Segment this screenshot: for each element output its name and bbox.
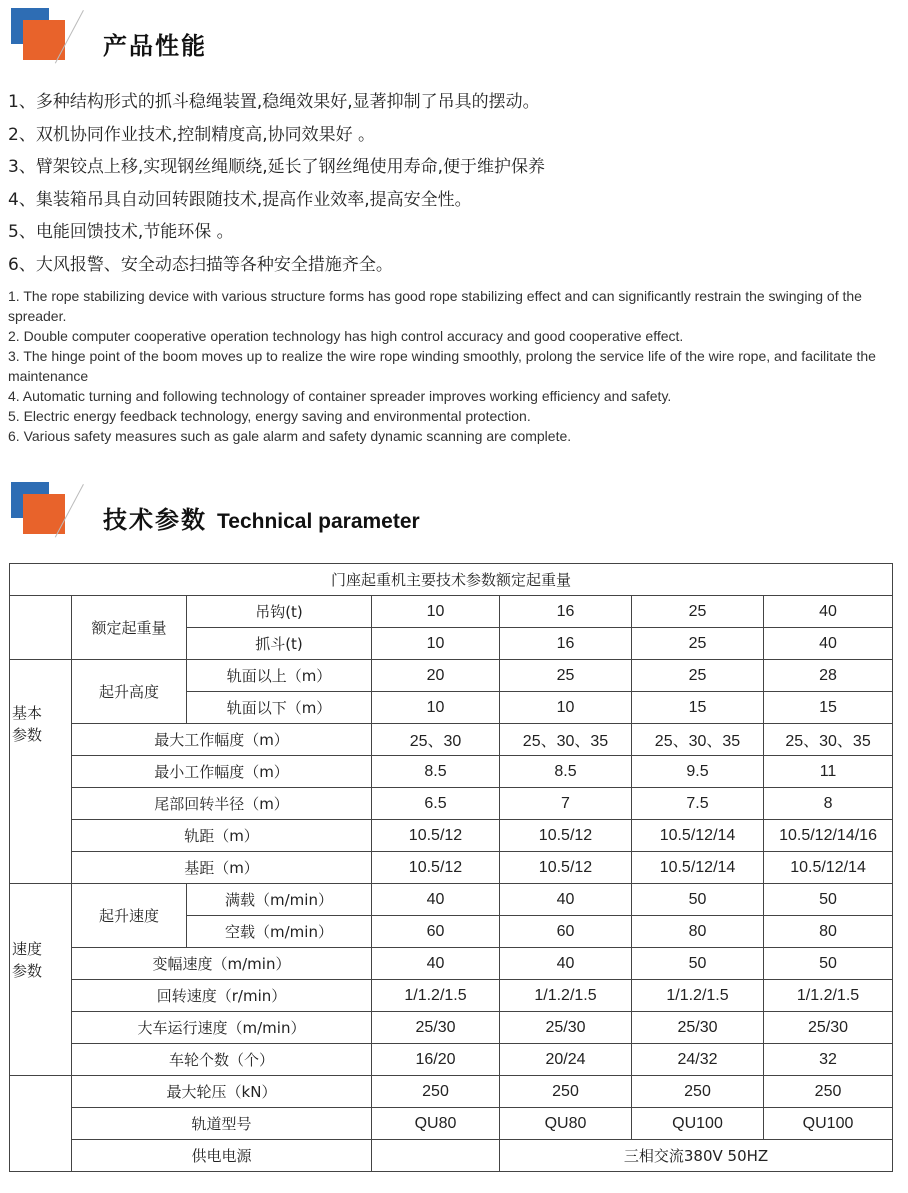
table-cell: 供电电源 — [72, 1140, 372, 1172]
table-cell: 250 — [764, 1076, 893, 1108]
feature-cn-item: 5、电能回馈技术,节能环保 。 — [8, 222, 234, 242]
table-cell: 吊钩(t) — [187, 596, 372, 628]
table-cell: 80 — [632, 916, 764, 948]
table-cell: 60 — [500, 916, 632, 948]
table-cell: 10.5/12 — [372, 852, 500, 884]
section-title-cn: 技术参数 — [103, 506, 207, 534]
table-cell: 50 — [632, 884, 764, 916]
table-cell: 变幅速度（m/min） — [72, 948, 372, 980]
table-cell: 空载（m/min） — [187, 916, 372, 948]
table-cell: 40 — [764, 596, 893, 628]
feature-en-item: 4. Automatic turning and following technology of container spreader improves working efficiency and safety. — [8, 388, 672, 404]
table-cell: 8 — [764, 788, 893, 820]
table-cell: 1/1.2/1.5 — [372, 980, 500, 1012]
table-cell: 25、30、35 — [500, 724, 632, 756]
table-cell: 7 — [500, 788, 632, 820]
table-cell: 20 — [372, 660, 500, 692]
table-cell: 24/32 — [632, 1044, 764, 1076]
table-cell: 25 — [500, 660, 632, 692]
table-cell: 40 — [500, 948, 632, 980]
table-row — [10, 884, 893, 916]
table-cell: 10 — [500, 692, 632, 724]
section-title-en: Technical parameter — [217, 510, 420, 533]
table-cell: 25 — [632, 628, 764, 660]
table-cell: 250 — [372, 1076, 500, 1108]
table-cell — [10, 1076, 72, 1172]
table-cell: 11 — [764, 756, 893, 788]
table-cell: 车轮个数（个） — [72, 1044, 372, 1076]
table-cell: 16 — [500, 596, 632, 628]
table-row — [10, 596, 893, 628]
table-cell: 25/30 — [372, 1012, 500, 1044]
section-header-technical — [8, 482, 888, 542]
feature-cn-item: 3、臂架铰点上移,实现钢丝绳顺绕,延长了钢丝绳使用寿命,便于维护保养 — [8, 157, 546, 177]
table-cell: 1/1.2/1.5 — [500, 980, 632, 1012]
table-row — [10, 724, 893, 756]
table-cell: 10 — [372, 596, 500, 628]
table-cell: 28 — [764, 660, 893, 692]
table-row — [10, 756, 893, 788]
table-cell: 25、30、35 — [764, 724, 893, 756]
feature-en-item: 5. Electric energy feedback technology, energy saving and environmental protection. — [8, 408, 531, 424]
feature-cn-item: 2、双机协同作业技术,控制精度高,协同效果好 。 — [8, 124, 376, 145]
table-cell: 250 — [500, 1076, 632, 1108]
table-cell: 抓斗(t) — [187, 628, 372, 660]
table-row — [10, 1108, 893, 1140]
features-en-list — [8, 286, 900, 446]
table-row — [10, 788, 893, 820]
table-cell: 大车运行速度（m/min） — [72, 1012, 372, 1044]
table-cell: QU100 — [632, 1108, 764, 1140]
table-cell: 40 — [372, 948, 500, 980]
table-row — [10, 1012, 893, 1044]
group-text: 参数 — [12, 961, 43, 980]
table-cell: QU100 — [764, 1108, 893, 1140]
table-cell: 40 — [372, 884, 500, 916]
table-cell: 250 — [632, 1076, 764, 1108]
feature-cn-item: 4、集装箱吊具自动回转跟随技术,提高作业效率,提高安全性。 — [8, 189, 472, 210]
feature-cn-item: 1、多种结构形式的抓斗稳绳装置,稳绳效果好,显著抑制了吊具的摆动。 — [8, 92, 540, 112]
table-cell: 25/30 — [764, 1012, 893, 1044]
table-cell: 10.5/12 — [372, 820, 500, 852]
spec-table — [9, 563, 893, 1172]
table-cell: 起升速度 — [72, 884, 187, 948]
section-title: 产品性能 — [103, 32, 207, 60]
table-cell — [372, 1140, 500, 1172]
table-cell: 三相交流380V 50HZ — [500, 1140, 893, 1172]
table-cell: 10.5/12 — [500, 820, 632, 852]
group-label-speed — [10, 884, 72, 1076]
table-cell: 8.5 — [372, 756, 500, 788]
table-cell: 50 — [764, 884, 893, 916]
table-cell: 10.5/12/14/16 — [764, 820, 893, 852]
table-cell: QU80 — [500, 1108, 632, 1140]
table-row — [10, 852, 893, 884]
feature-en-item: 1. The rope stabilizing device with various structure forms has good rope stabilizing effect and can significantly restrain the swinging of the spreader. — [8, 288, 862, 324]
table-cell: 32 — [764, 1044, 893, 1076]
table-cell: 50 — [764, 948, 893, 980]
table-cell: 轨道型号 — [72, 1108, 372, 1140]
table-cell: 7.5 — [632, 788, 764, 820]
table-cell: 15 — [764, 692, 893, 724]
table-cell: 25 — [632, 660, 764, 692]
feature-en-item: 2. Double computer cooperative operation technology has high control accuracy and good cooperative effect. — [8, 328, 684, 344]
table-cell: 10.5/12 — [500, 852, 632, 884]
section-title — [103, 500, 420, 535]
table-cell: 25 — [632, 596, 764, 628]
table-cell: 最小工作幅度（m） — [72, 756, 372, 788]
table-cell: 最大工作幅度（m） — [72, 724, 372, 756]
table-cell: 起升高度 — [72, 660, 187, 724]
feature-en-item: 6. Various safety measures such as gale alarm and safety dynamic scanning are complete. — [8, 428, 572, 444]
group-text: 基本 — [12, 703, 43, 722]
table-row — [10, 564, 893, 596]
table-cell: 额定起重量 — [72, 596, 187, 660]
table-cell: 50 — [632, 948, 764, 980]
table-cell: 25、30、35 — [632, 724, 764, 756]
section-header-performance — [8, 8, 888, 68]
table-cell: 9.5 — [632, 756, 764, 788]
table-cell: 16 — [500, 628, 632, 660]
table-cell: 25/30 — [500, 1012, 632, 1044]
feature-en-item: 3. The hinge point of the boom moves up to realize the wire rope winding smoothly, prolong the service life of the wire rope, and facilitate the maintenance — [8, 348, 876, 384]
table-cell: 10.5/12/14 — [632, 820, 764, 852]
table-cell: 15 — [632, 692, 764, 724]
table-cell: 25/30 — [632, 1012, 764, 1044]
table-cell: 10.5/12/14 — [764, 852, 893, 884]
table-cell: 最大轮压（kN） — [72, 1076, 372, 1108]
table-cell: 25、30 — [372, 724, 500, 756]
table-caption: 门座起重机主要技术参数额定起重量 — [10, 564, 893, 596]
table-cell: 10 — [372, 628, 500, 660]
table-cell: 回转速度（r/min） — [72, 980, 372, 1012]
table-cell: 1/1.2/1.5 — [764, 980, 893, 1012]
table-row — [10, 1044, 893, 1076]
table-cell: QU80 — [372, 1108, 500, 1140]
table-cell: 8.5 — [500, 756, 632, 788]
table-cell: 尾部回转半径（m） — [72, 788, 372, 820]
table-cell — [10, 596, 72, 660]
table-cell: 10.5/12/14 — [632, 852, 764, 884]
table-cell: 轨面以上（m） — [187, 660, 372, 692]
table-cell: 10 — [372, 692, 500, 724]
group-text: 速度 — [12, 939, 43, 958]
table-cell: 80 — [764, 916, 893, 948]
group-text: 参数 — [12, 725, 43, 744]
table-row — [10, 660, 893, 692]
table-cell: 40 — [500, 884, 632, 916]
table-cell: 满载（m/min） — [187, 884, 372, 916]
features-cn-list — [8, 86, 898, 281]
table-row — [10, 1076, 893, 1108]
table-cell: 6.5 — [372, 788, 500, 820]
table-cell: 轨距（m） — [72, 820, 372, 852]
table-cell: 40 — [764, 628, 893, 660]
table-row — [10, 980, 893, 1012]
table-cell: 16/20 — [372, 1044, 500, 1076]
table-cell: 1/1.2/1.5 — [632, 980, 764, 1012]
feature-cn-item: 6、大风报警、安全动态扫描等各种安全措施齐全。 — [8, 254, 393, 275]
table-row — [10, 820, 893, 852]
table-cell: 20/24 — [500, 1044, 632, 1076]
table-cell: 基距（m） — [72, 852, 372, 884]
table-cell: 60 — [372, 916, 500, 948]
group-label-basic — [10, 660, 72, 884]
table-cell: 轨面以下（m） — [187, 692, 372, 724]
table-row — [10, 948, 893, 980]
table-row — [10, 1140, 893, 1172]
